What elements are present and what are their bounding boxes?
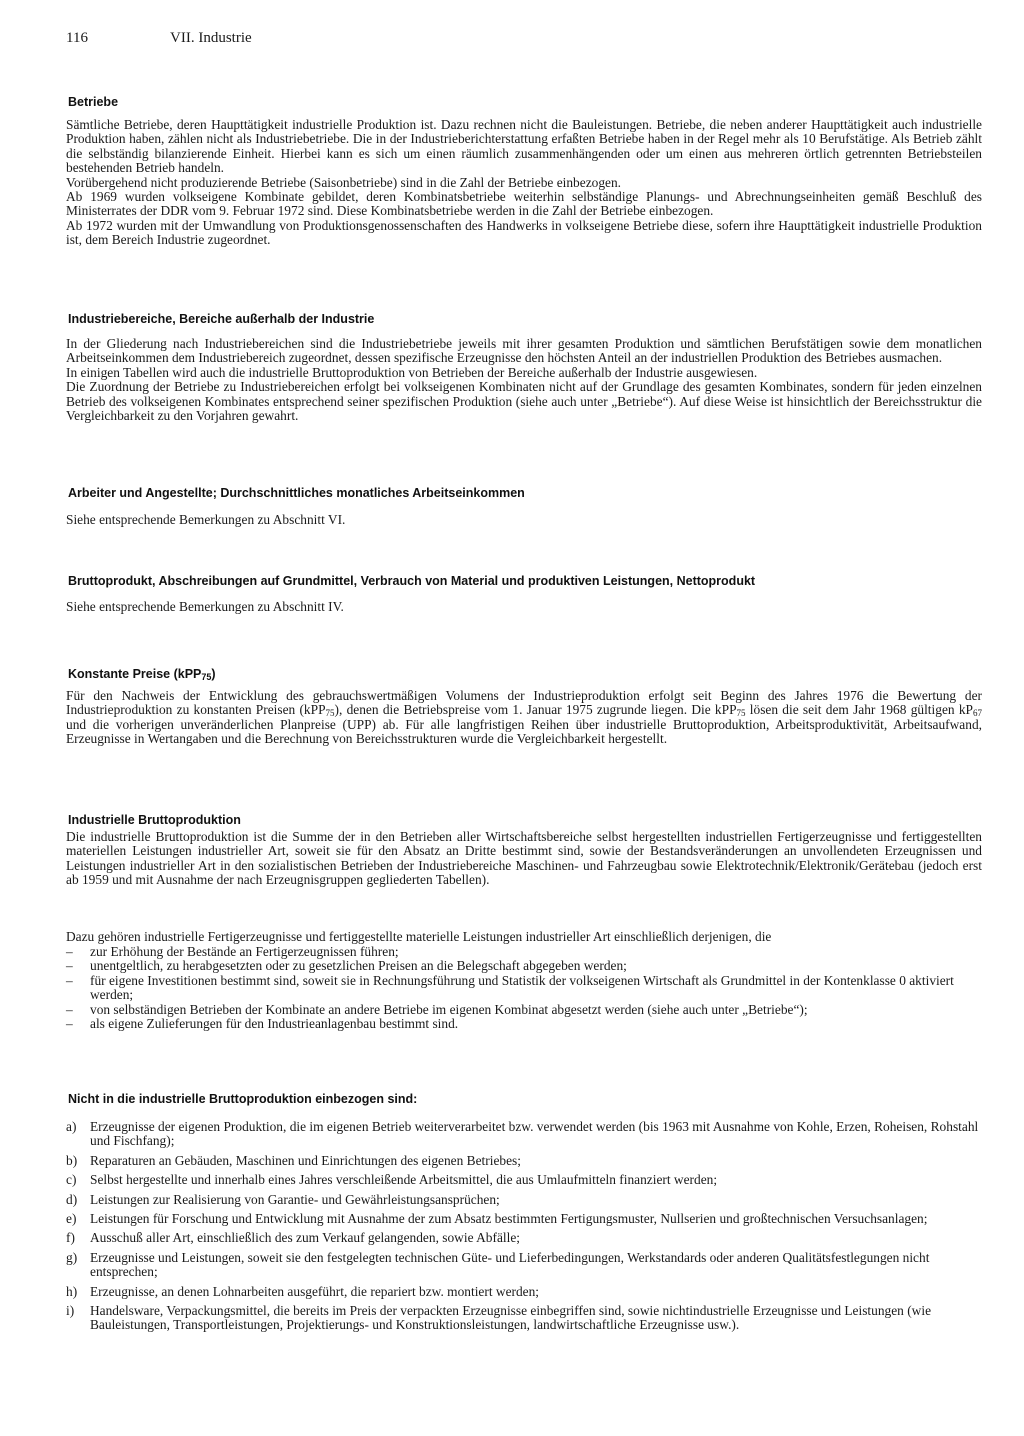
heading-arbeiter: Arbeiter und Angestellte; Durchschnittliches monatliches Arbeitseinkommen (68, 486, 525, 500)
page-number: 116 (66, 30, 88, 46)
text-line: Ab 1969 wurden volkseigene Kombinate gebildet, deren Kombinatsbetriebe weiterhin selbständige Planungs- und Abrechnungseinheiten gemäß Beschluß des Ministerrates der DDR vom 9. Februar 1972 sind. Diese Kombinatsbetriebe werden in die Zahl der Betriebe einbezogen. (66, 189, 982, 219)
dash-mark: – (66, 1016, 73, 1032)
list-marker: f) (66, 1230, 75, 1246)
text-line: In der Gliederung nach Industriebereichen sind die Industriebetriebe jeweils mit ihrer gesamten Produktion und sämtlichen Berufstätigen sowie dem monatlichen Arbeitseinkommen dem Industriebereich zugeordnet, dessen spezifische Erzeugnisse den höchsten Anteil an der industriellen Produktion des Betriebes ausmachen. (66, 336, 982, 366)
subscript: 75 (201, 672, 212, 682)
list-item-text: von selbständigen Betrieben der Kombinate an andere Betriebe im eigenen Kombinat abgesetzt werden (siehe auch unter „Betriebe“); (90, 1001, 808, 1017)
list-marker: a) (66, 1119, 77, 1134)
list-item (66, 1193, 982, 1207)
list-item-text: Leistungen zur Realisierung von Garantie- und Gewährleistungsansprüchen; (90, 1191, 500, 1207)
list-item (66, 1231, 982, 1245)
text-line: Vorübergehend nicht produzierende Betriebe (Saisonbetriebe) sind in die Zahl der Betriebe einbezogen. (66, 174, 622, 190)
list-item-text: Erzeugnisse der eigenen Produktion, die im eigenen Betrieb weiterverarbeitet bzw. verwendet werden (bis 1963 mit Ausnahme von Kohle, Erzen, Roheisen, Rohstahl und Fischfang); (90, 1119, 979, 1149)
paragraph-bruttoproduktion: Die industrielle Bruttoproduktion ist die Summe der in den Betrieben aller Wirtschaftsbereiche selbst hergestellten industriellen Fertigerzeugnisse und fertiggestellten materiellen Leistungen industrieller Art, soweit sie für den Absatz an Dritte bestimmt sind, sowie der Bestandsveränderungen an unvollendeten Erzeugnissen und Leistungen industrieller Art in den sozialistischen Betrieben der Industriebereiche Maschinen- und Fahrzeugbau sowie Elektrotechnik/Elektronik/Gerätebau (jedoch erst ab 1959 und mit Ausnahme der nach Erzeugnisgruppen gegliederten Tabellen). (66, 829, 982, 888)
list-intro: Dazu gehören industrielle Fertigerzeugnisse und fertiggestellte materielle Leistungen industrieller Art einschließlich derjenigen, die (66, 929, 772, 944)
list-item-text: Reparaturen an Gebäuden, Maschinen und Einrichtungen des eigenen Betriebes; (90, 1152, 521, 1168)
list-item (66, 1154, 982, 1168)
text-run: Für den Nachweis der Entwicklung des gebrauchswertmäßigen Volumens der Industrieproduktion erfolgt seit Beginn des Jahres 1976 die Bewertung der Industrieproduktion zu konstanten Preisen (kPP (66, 688, 982, 718)
paragraph-industriebereiche (66, 337, 982, 423)
list-item-text: für eigene Investitionen bestimmt sind, soweit sie in Rechnungsführung und Statistik der volkseigenen Wirtschaft als Grundmittel in der Kontenklasse 0 aktiviert werden; (90, 972, 954, 1003)
list-item-text: unentgeltlich, zu herabgesetzten oder zu gesetzlichen Preisen an die Belegschaft abgegeben werden; (90, 958, 627, 974)
text-run: und die vorherigen unveränderlichen Planpreise (UPP) ab. Für alle langfristigen Reihen über industrielle Bruttoproduktion, Arbeitsproduktivität, Arbeitsaufwand, Erzeugnisse in Wertangaben und die Berechnung von Bereichsstrukturen wurde die Vergleichbarkeit hergestellt. (66, 716, 982, 747)
list-marker: g) (66, 1249, 78, 1265)
list-item-text: Ausschuß aller Art, einschließlich des zum Verkauf gelangenden, sowie Abfälle; (90, 1230, 520, 1246)
list-item-text: als eigene Zulieferungen für den Industrieanlagenbau bestimmt sind. (90, 1016, 459, 1032)
list-item (66, 945, 982, 959)
list-marker: d) (66, 1191, 78, 1207)
list-item (66, 1017, 982, 1031)
chapter-title: VII. Industrie (170, 30, 252, 46)
dash-list (66, 945, 982, 1031)
list-item-text: Leistungen für Forschung und Entwicklung mit Ausnahme der zum Absatz bestimmten Fertigungsmuster, Nullserien und großtechnischen Versuchsanlagen; (90, 1211, 928, 1227)
paragraph-bruttoprodukt: Siehe entsprechende Bemerkungen zu Abschnitt IV. (66, 599, 344, 614)
text-line: In einigen Tabellen wird auch die industrielle Bruttoproduktion von Betrieben der Bereiche außerhalb der Industrie ausgewiesen. (66, 364, 758, 380)
text-line: Die Zuordnung der Betriebe zu Industriebereichen erfolgt bei volkseigenen Kombinaten nicht auf der Grundlage des gesamten Kombinates, sondern für jeden einzelnen Betrieb des volkseigenen Kombinates entsprechend seiner spezifischen Produktion (siehe auch unter „Betriebe“). Auf diese Weise ist hinsichtlich der Bereichsstruktur die Vergleichbarkeit zu den Vorjahren gewahrt. (66, 379, 982, 424)
list-item-text: Selbst hergestellte und innerhalb eines Jahres verschleißende Arbeitsmittel, die aus Umlaufmitteln finanziert werden; (90, 1172, 718, 1188)
text-run: lösen die seit dem Jahr 1968 gültigen kP (745, 702, 973, 718)
paragraph-betriebe (66, 118, 982, 248)
list-item (66, 1304, 982, 1333)
paragraph-arbeiter: Siehe entsprechende Bemerkungen zu Abschnitt VI. (66, 512, 346, 527)
heading-nicht-einbezogen: Nicht in die industrielle Bruttoproduktion einbezogen sind: (68, 1092, 418, 1106)
list-marker: e) (66, 1211, 77, 1227)
paragraph-konstante-preise (66, 689, 982, 747)
list-marker: i) (66, 1303, 75, 1319)
text-line: Ab 1972 wurden mit der Umwandlung von Produktionsgenossenschaften des Handwerks in volkseigene Betriebe diese, sofern ihre Haupttätigkeit industrielle Produktion ist, dem Bereich Industrie zugeordnet. (66, 217, 982, 248)
heading-konstante-preise (68, 667, 216, 681)
list-item (66, 1285, 982, 1299)
running-head (66, 30, 252, 47)
list-item (66, 1173, 982, 1187)
heading-bruttoprodukt: Bruttoprodukt, Abschreibungen auf Grundmittel, Verbrauch von Material und produktiven Leistungen, Nettoprodukt (68, 574, 756, 588)
heading-text: ) (211, 667, 216, 681)
dash-mark: – (66, 958, 73, 974)
list-marker: h) (66, 1283, 78, 1299)
list-marker: b) (66, 1152, 78, 1168)
text-line: Sämtliche Betriebe, deren Haupttätigkeit industrielle Produktion ist. Dazu rechnen nicht die Bauleistungen. Betriebe, die neben anderer Haupttätigkeit auch industrielle Produktion haben, zählen nicht als Industriebetriebe. Die in der Industrieberichterstattung erfaßten Betriebe haben in der Regel mehr als 10 Berufstätige. Als Betrieb zählt die selbständig bilanzierende Einheit. Hierbei kann es sich um einen räumlich zusammenhängenden oder um einen aus mehreren örtlich getrennten Betriebsteilen bestehenden Betrieb handeln. (66, 117, 982, 176)
alpha-list (66, 1120, 982, 1338)
heading-betriebe: Betriebe (68, 95, 119, 109)
dash-mark: – (66, 1001, 73, 1017)
heading-text: Konstante Preise (kPP (68, 667, 202, 681)
list-marker: c) (66, 1172, 77, 1188)
list-item (66, 1120, 982, 1149)
list-item (66, 1212, 982, 1226)
heading-bruttoproduktion: Industrielle Bruttoproduktion (68, 813, 241, 827)
list-item-text: Erzeugnisse und Leistungen, soweit sie den festgelegten technischen Güte- und Lieferbedingungen, Werkstandards oder anderen Qualitätsfestlegungen nicht entsprechen; (90, 1249, 930, 1280)
subscript: 75 (736, 708, 746, 719)
subscript: 67 (972, 708, 982, 719)
list-item (66, 1003, 982, 1017)
list-item (66, 1251, 982, 1280)
list-item-text: Handelsware, Verpackungsmittel, die bereits im Preis der verpackten Erzeugnisse einbegriffen sind, sowie nichtindustrielle Erzeugnisse und Leistungen (wie Bauleistungen, Transportleistungen, Projektierungs- und Konstruktionsleistungen, landwirtschaftliche Erzeugnisse usw.). (90, 1303, 932, 1333)
list-item-text: Erzeugnisse, an denen Lohnarbeiten ausgeführt, die repariert bzw. montiert werden; (90, 1283, 540, 1299)
subscript: 75 (325, 708, 335, 719)
dash-mark: – (66, 972, 73, 988)
list-item (66, 959, 982, 973)
heading-industriebereiche: Industriebereiche, Bereiche außerhalb der Industrie (68, 312, 375, 326)
text-run: ), denen die Betriebspreise vom 1. Januar 1975 zugrunde liegen. Die kPP (334, 702, 737, 718)
list-item (66, 974, 982, 1003)
dash-mark: – (66, 944, 73, 959)
list-item-text: zur Erhöhung der Bestände an Fertigerzeugnissen führen; (90, 944, 399, 959)
